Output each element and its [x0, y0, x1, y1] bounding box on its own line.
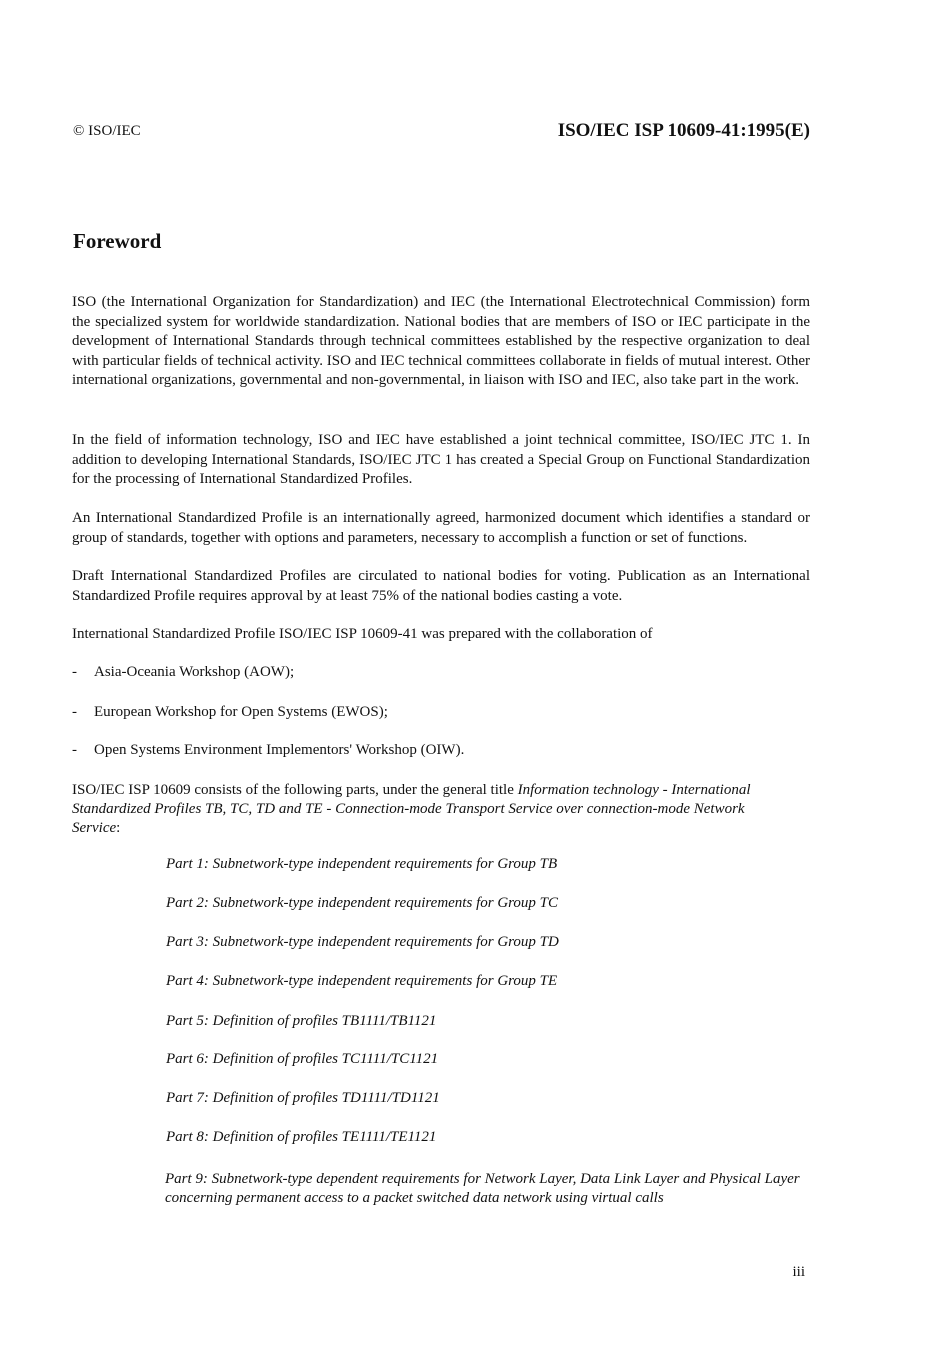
- paragraph-jtc1: In the field of information technology, ISO and IEC have established a joint technical committee, ISO/IEC JTC 1. In addition to developing International Standards, ISO/IEC JTC 1 has created a Special Group on Functional Standardization for the processing of International Standardized Profiles.: [72, 432, 810, 488]
- paragraph-draft-voting: Draft International Standardized Profiles are circulated to national bodies for voting. Publication as an International Standardized Profile requires approval by at least 75% of the national bodies casting a vote.: [72, 568, 810, 604]
- bullet-dash: -: [72, 664, 77, 680]
- bullet-dash: -: [72, 704, 77, 720]
- page-number: iii: [792, 1264, 805, 1280]
- standard-identifier: ISO/IEC ISP 10609-41:1995(E): [557, 120, 810, 141]
- paragraph-collaboration: International Standardized Profile ISO/IEC ISP 10609-41 was prepared with the collaboration of: [72, 626, 653, 642]
- part-list-item: Part 4: Subnetwork-type independent requirements for Group TE: [166, 973, 558, 989]
- part-list-item: Part 1: Subnetwork-type independent requirements for Group TB: [166, 856, 558, 872]
- bullet-text: Asia-Oceania Workshop (AOW);: [94, 664, 295, 680]
- paragraph-isp-definition: An International Standardized Profile is an internationally agreed, harmonized document which identifies a standard or group of standards, together with options and parameters, necessary to accomplish a function or set of functions.: [72, 510, 810, 546]
- part-list-item: Part 2: Subnetwork-type independent requirements for Group TC: [166, 895, 559, 911]
- parts-intro-paragraph: [72, 781, 810, 838]
- parts-intro-suffix: :: [116, 820, 121, 836]
- list-item: [72, 664, 294, 681]
- page-title: Foreword: [73, 229, 162, 253]
- part-list-item: Part 7: Definition of profiles TD1111/TD1121: [166, 1090, 440, 1106]
- part-list-item: Part 9: Subnetwork-type dependent requirements for Network Layer, Data Link Layer and Physical Layer concerning permanent access to a packet switched data network using virtual calls: [165, 1171, 800, 1206]
- part-list-item: Part 5: Definition of profiles TB1111/TB1121: [166, 1013, 437, 1029]
- bullet-text: Open Systems Environment Implementors' Workshop (OIW).: [94, 742, 465, 758]
- series-title-line2: Standardized Profiles TB, TC, TD and TE - Connection-mode Transport Service over connection-mode Network: [72, 801, 745, 817]
- bullet-dash: -: [72, 742, 77, 758]
- list-item: [72, 704, 388, 721]
- part-list-item: Part 6: Definition of profiles TC1111/TC1121: [166, 1051, 439, 1067]
- part-list-item: Part 3: Subnetwork-type independent requirements for Group TD: [166, 934, 559, 950]
- paragraph-iso-iec-intro: ISO (the International Organization for Standardization) and IEC (the International Electrotechnical Commission) form the specialized system for worldwide standardization. National bodies that are members of ISO or IEC participate in the development of International Standards through technical committees established by the respective organization to deal with particular fields of technical activity. ISO and IEC technical committees collaborate in fields of mutual interest. Other international organizations, governmental and non-governmental, in liaison with ISO and IEC, also take part in the work.: [72, 294, 810, 389]
- part-list-item: Part 8: Definition of profiles TE1111/TE1121: [166, 1129, 437, 1145]
- list-item: [72, 742, 464, 759]
- series-title-line3: Service: [72, 820, 117, 836]
- parts-intro-prefix: ISO/IEC ISP 10609 consists of the following parts, under the general title: [72, 782, 518, 798]
- bullet-text: European Workshop for Open Systems (EWOS);: [94, 704, 388, 720]
- series-title-line1: Information technology - International: [517, 782, 751, 798]
- copyright-notice: © ISO/IEC: [73, 123, 141, 139]
